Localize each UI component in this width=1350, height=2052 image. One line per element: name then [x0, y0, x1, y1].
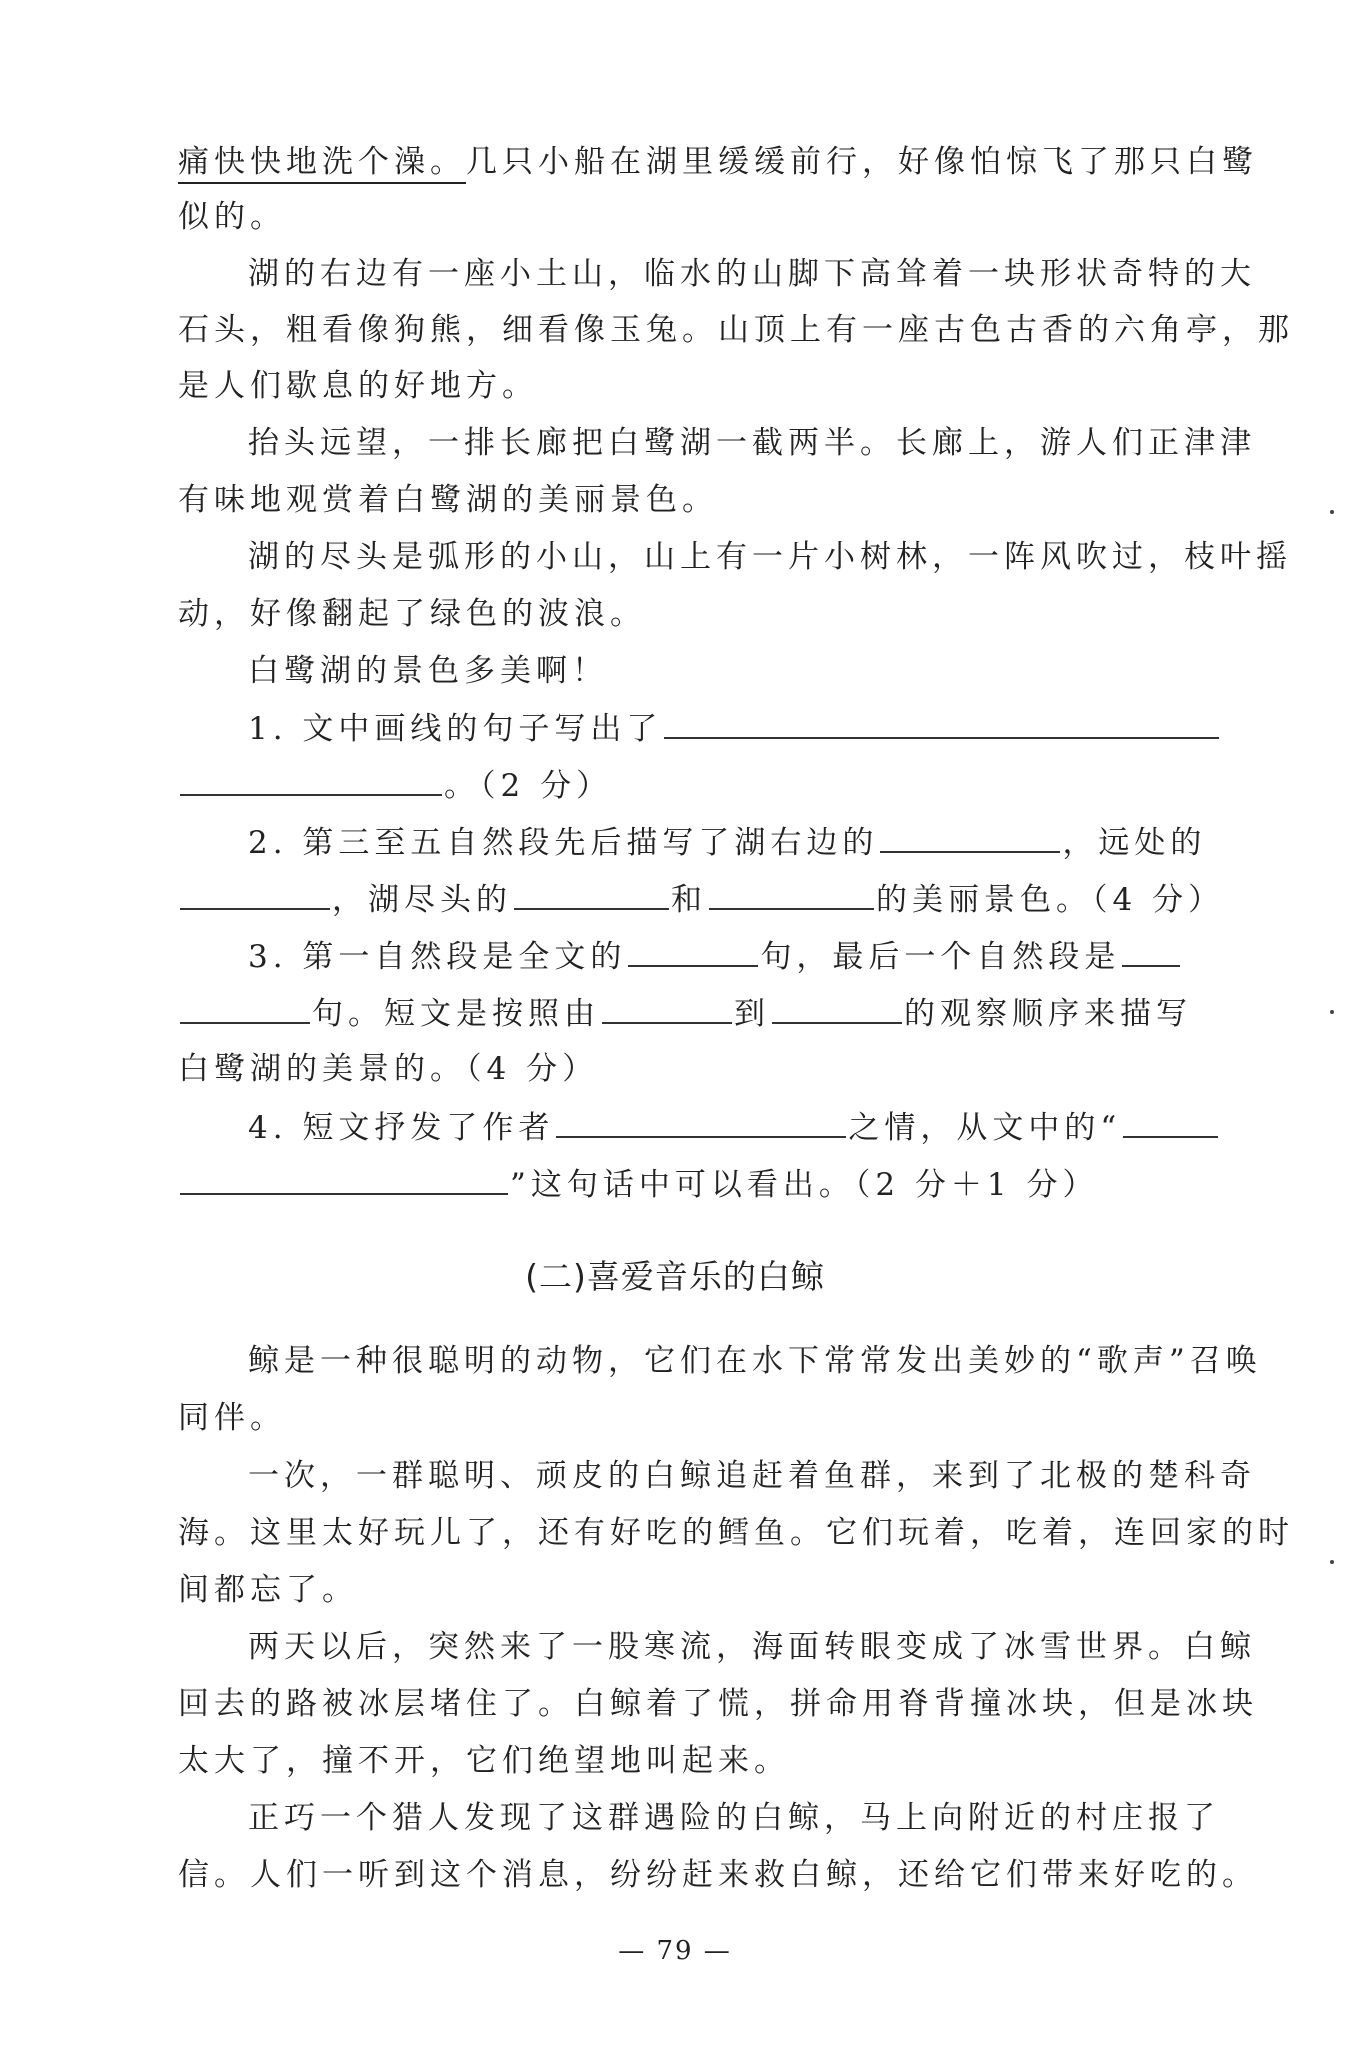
answer-blank[interactable] [628, 935, 758, 967]
passage1-line: 湖的尽头是弧形的小山，山上有一片小树林，一阵风吹过，枝叶摇 [248, 539, 1292, 575]
question-text: 之情，从文中的“ [848, 1110, 1122, 1146]
answer-blank[interactable] [602, 992, 732, 1024]
answer-blank[interactable] [709, 878, 874, 910]
answer-blank[interactable] [180, 878, 330, 910]
question-2 [248, 821, 1207, 863]
passage2-line: 一次，一群聪明、顽皮的白鲸追赶着鱼群，来到了北极的楚科奇 [248, 1458, 1256, 1494]
margin-dot [1330, 1560, 1334, 1564]
question-text: ，远处的 [1062, 825, 1207, 861]
question-text: 。（2 分） [444, 768, 613, 804]
margin-dot [1330, 1010, 1334, 1014]
answer-blank[interactable] [1122, 935, 1180, 967]
question-text: 和 [671, 882, 707, 918]
passage2-line: 间都忘了。 [178, 1572, 358, 1608]
question-3-cont: 白鹭湖的美景的。（4 分） [178, 1051, 599, 1087]
passage2-line: 太大了，撞不开，它们绝望地叫起来。 [178, 1743, 790, 1779]
question-text: 句。短文是按照由 [312, 996, 600, 1032]
question-text: ，湖尽头的 [332, 882, 512, 918]
question-text: 的美丽景色。（4 分） [876, 882, 1225, 918]
question-3-cont [178, 992, 1193, 1034]
answer-blank[interactable] [556, 1106, 846, 1138]
question-text: 1. 文中画线的句子写出了 [248, 711, 663, 747]
answer-blank[interactable] [880, 821, 1060, 853]
passage1-line: 动，好像翻起了绿色的波浪。 [178, 596, 646, 632]
page-number: — 79 — [618, 1936, 732, 1966]
passage1-line: 抬头远望，一排长廊把白鹭湖一截两半。长廊上，游人们正津津 [248, 425, 1256, 461]
question-text: 4. 短文抒发了作者 [248, 1110, 555, 1146]
passage1-text: 几只小船在湖里缓缓前行，好像怕惊飞了那只白鹭 [466, 144, 1258, 180]
question-text: 3. 第一自然段是全文的 [248, 939, 627, 975]
passage1-line: 似的。 [178, 199, 286, 235]
passage1-line: 有味地观赏着白鹭湖的美丽景色。 [178, 482, 718, 518]
passage2-line: 海。这里太好玩儿了，还有好吃的鳕鱼。它们玩着，吃着，连回家的时 [178, 1515, 1294, 1551]
question-2-cont [178, 878, 1225, 920]
question-text: 2. 第三至五自然段先后描写了湖右边的 [248, 825, 879, 861]
passage1-line: 湖的右边有一座小土山，临水的山脚下高耸着一块形状奇特的大 [248, 256, 1256, 292]
answer-blank[interactable] [514, 878, 669, 910]
passage2-line: 鲸是一种很聪明的动物，它们在水下常常发出美妙的“歌声”召唤 [248, 1343, 1262, 1379]
section-title: (二)喜爱音乐的白鲸 [525, 1257, 825, 1296]
passage2-line: 同伴。 [178, 1400, 286, 1436]
question-3 [248, 935, 1193, 977]
margin-dot [1330, 510, 1334, 514]
answer-blank[interactable] [180, 992, 310, 1024]
passage1-line: 是人们歇息的好地方。 [178, 368, 538, 404]
answer-blank[interactable] [180, 1163, 508, 1195]
passage2-line: 回去的路被冰层堵住了。白鲸着了慌，拼命用脊背撞冰块，但是冰块 [178, 1686, 1258, 1722]
underlined-sentence-end: 痛快快地洗个澡。 [178, 144, 466, 180]
question-4 [248, 1106, 1193, 1148]
question-text: 句，最后一个自然段是 [760, 939, 1121, 975]
question-text: 到 [734, 996, 770, 1032]
question-1 [248, 707, 1193, 749]
answer-blank[interactable] [180, 764, 442, 796]
answer-blank[interactable] [1123, 1106, 1218, 1138]
passage2-line: 信。人们一听到这个消息，纷纷赶来救白鲸，还给它们带来好吃的。 [178, 1857, 1258, 1893]
question-4-cont [178, 1163, 1193, 1205]
question-text: 的观察顺序来描写 [904, 996, 1192, 1032]
passage2-line: 两天以后，突然来了一股寒流，海面转眼变成了冰雪世界。白鲸 [248, 1629, 1256, 1665]
passage2-line: 正巧一个猎人发现了这群遇险的白鲸，马上向附近的村庄报了 [248, 1800, 1220, 1836]
question-1-cont [178, 764, 1193, 806]
passage1-line: 石头，粗看像狗熊，细看像玉兔。山顶上有一座古色古香的六角亭，那 [178, 312, 1294, 348]
passage1-line [178, 142, 1258, 182]
answer-blank[interactable] [664, 707, 1219, 739]
answer-blank[interactable] [772, 992, 902, 1024]
passage1-line: 白鹭湖的景色多美啊！ [248, 653, 608, 689]
question-text: ”这句话中可以看出。（2 分＋1 分） [510, 1167, 1099, 1203]
